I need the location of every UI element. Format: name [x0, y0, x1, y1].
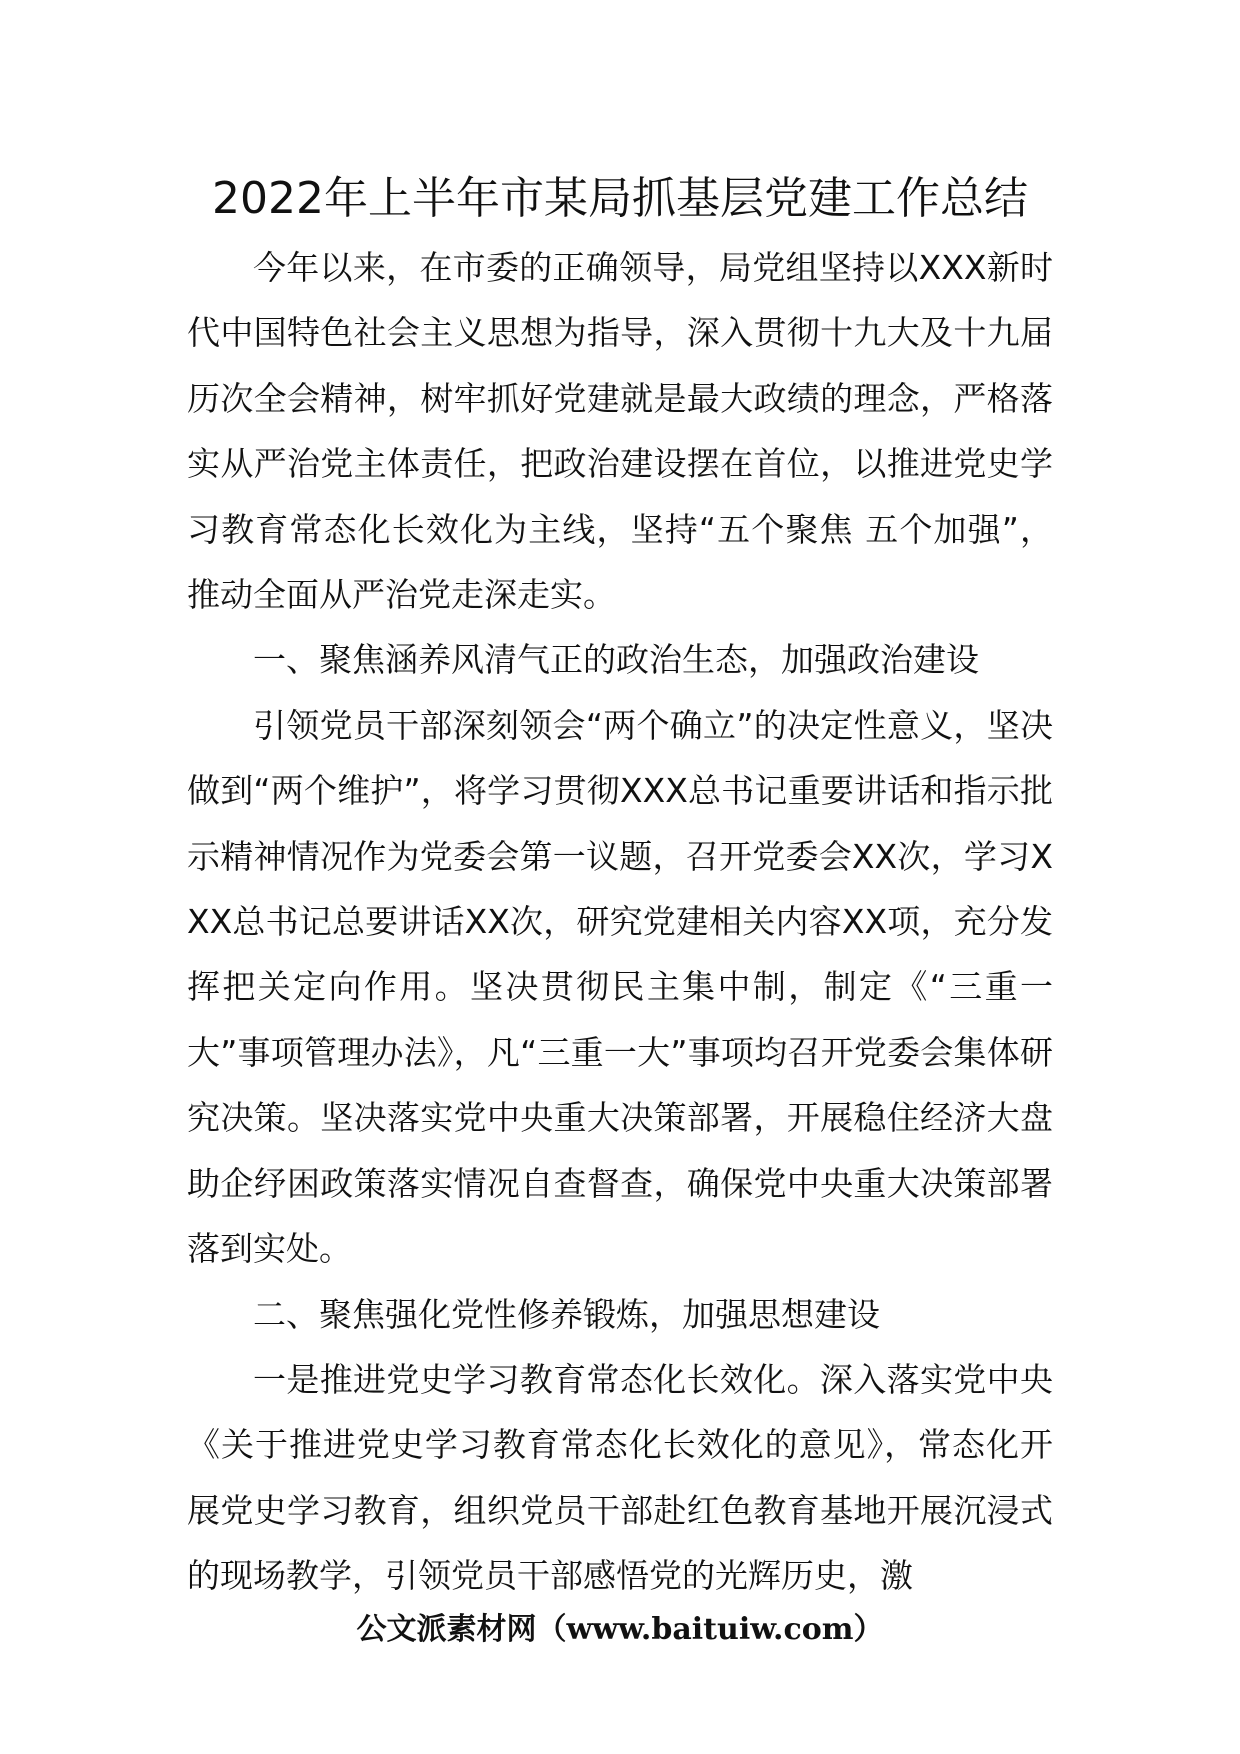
- section-heading-1: 一、聚焦涵养风清气正的政治生态，加强政治建设: [253, 640, 979, 680]
- intro-paragraph: 今年以来，在市委的正确领导，局党组坚持以XXX新时代中国特色社会主义思想为指导，深入贯彻十九大及十九届历次全会精神，树牢抓好党建就是最大政绩的理念，严格落实从严治党主体责任，把政治建设摆在首位，以推进党史学习教育常态化长效化为主线，坚持“五个聚焦 五个加强”，推动全面从严治党走深走实。: [187, 248, 1053, 615]
- section-heading-2: 二、聚焦强化党性修养锻炼，加强思想建设: [253, 1294, 880, 1334]
- document-title: 2022年上半年市某局抓基层党建工作总结: [212, 173, 1028, 224]
- document-body: [187, 235, 1053, 1609]
- section-2-paragraph: 一是推进党史学习教育常态化长效化。深入落实党中央《关于推进党史学习教育常态化长效化的意见》，常态化开展党史学习教育，组织党员干部赴红色教育基地开展沉浸式的现场教学，引领党员干部感悟党的光辉历史，激: [187, 1359, 1053, 1596]
- section-1-paragraph: 引领党员干部深刻领会“两个确立”的决定性意义，坚决做到“两个维护”，将学习贯彻XXX总书记重要讲话和指示批示精神情况作为党委会第一议题，召开党委会XX次，学习XXX总书记总要讲话XX次，研究党建相关内容XX项，充分发挥把关定向作用。坚决贯彻民主集中制，制定《“三重一大”事项管理办法》，凡“三重一大”事项均召开党委会集体研究决策。坚决落实党中央重大决策部署，开展稳住经济大盘助企纾困政策落实情况自查督查，确保党中央重大决策部署落到实处。: [187, 705, 1053, 1269]
- footer-watermark: 公文派素材网（www.baituiw.com）: [356, 1612, 884, 1647]
